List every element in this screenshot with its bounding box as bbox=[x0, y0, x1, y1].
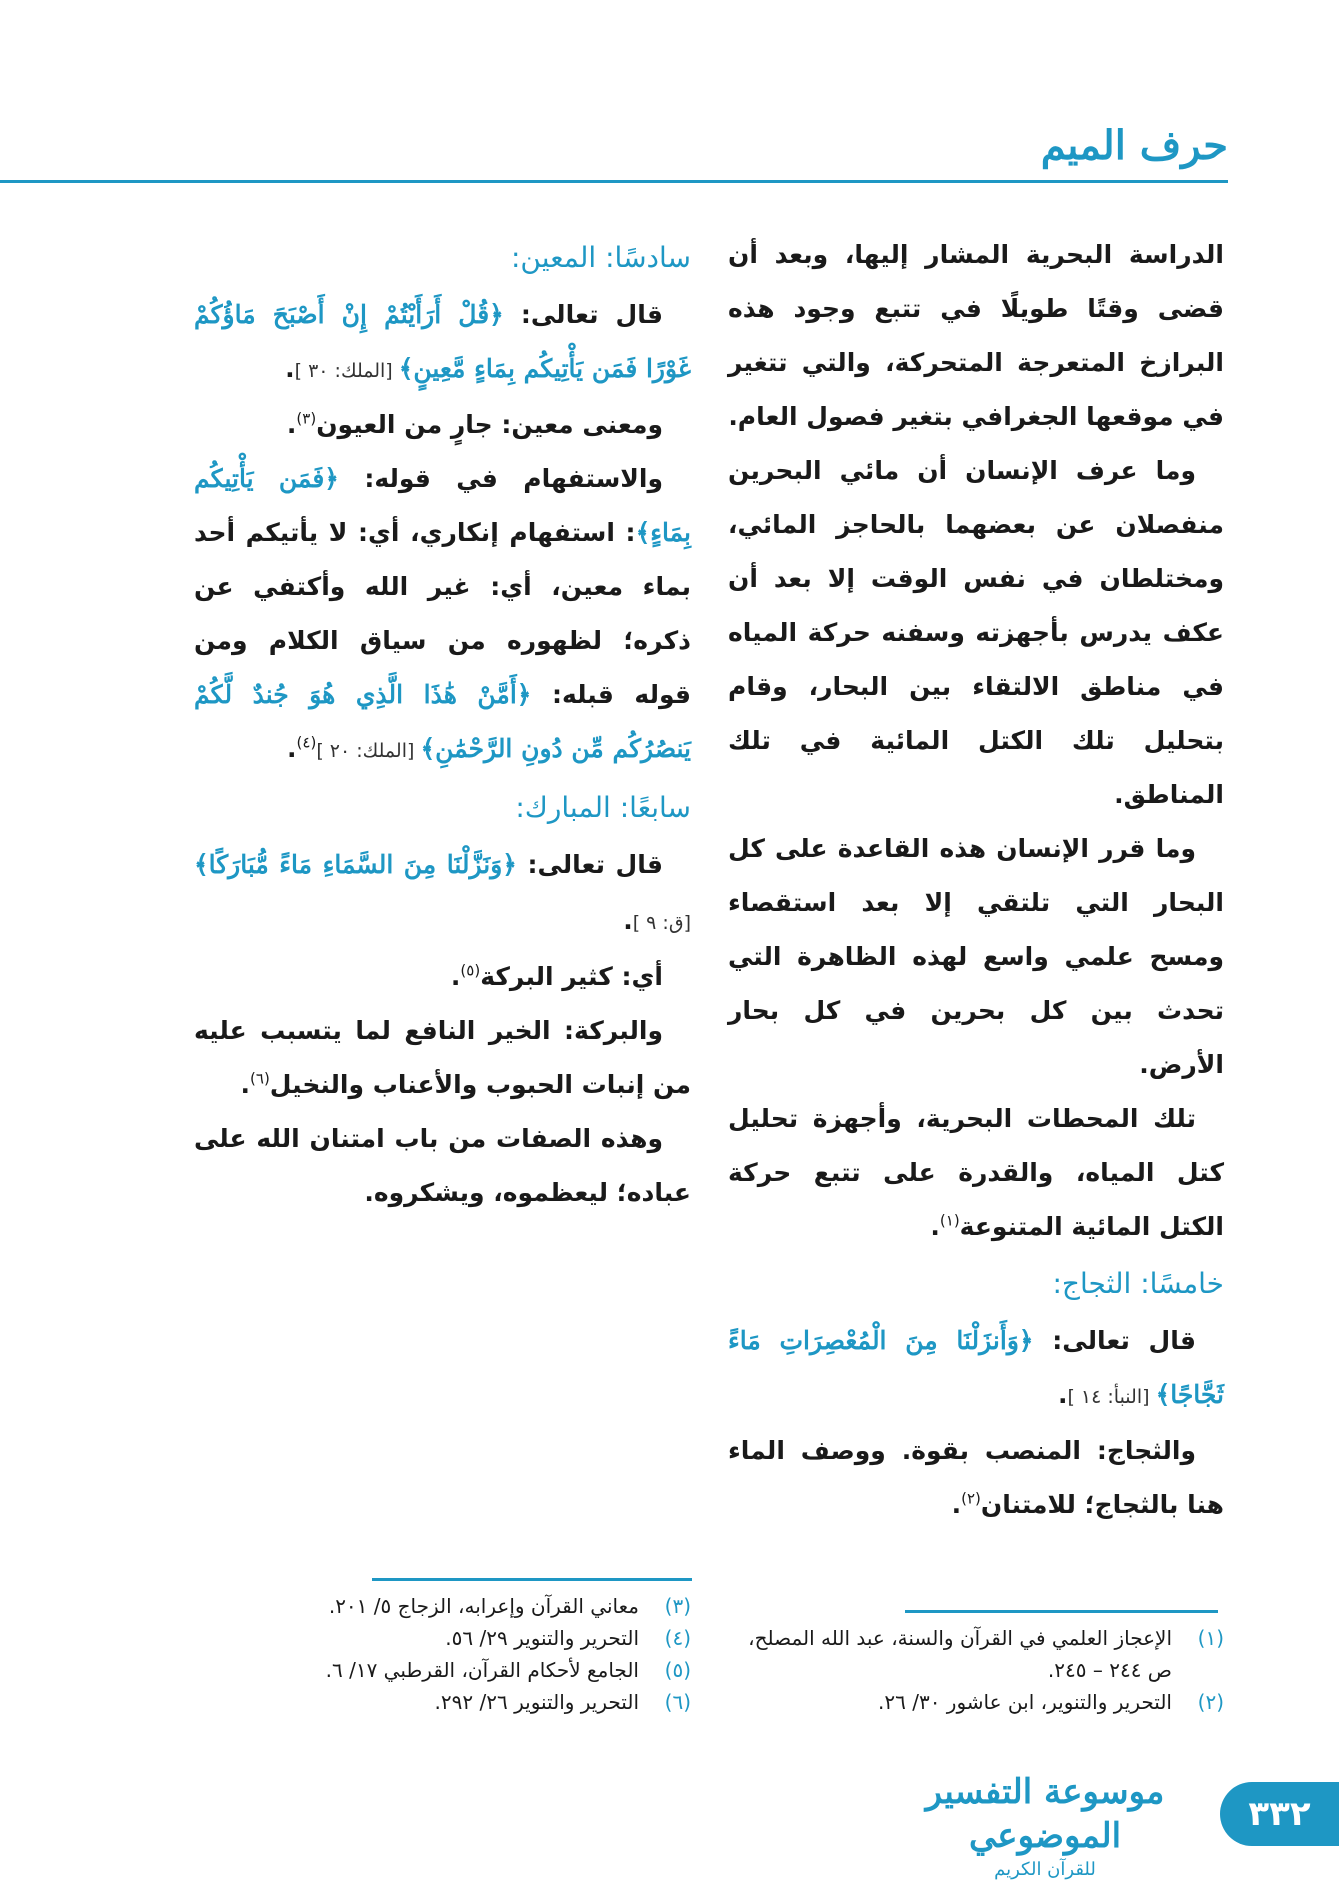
footnote bbox=[191, 1686, 691, 1718]
footnote-ref[interactable]: (٢) bbox=[961, 1489, 981, 1508]
punct: . bbox=[450, 962, 461, 991]
footnote-text: الجامع لأحكام القرآن، القرطبي ١٧/ ٦. bbox=[325, 1658, 639, 1682]
paragraph-text: قال تعالى: bbox=[503, 300, 663, 329]
paragraph bbox=[194, 1004, 691, 1112]
paragraph-text: أي: كثير البركة bbox=[480, 962, 663, 991]
footnote-number: (٢) bbox=[1197, 1690, 1224, 1714]
footnote-number: (٥) bbox=[664, 1658, 691, 1682]
paragraph: الدراسة البحرية المشار إليها، وبعد أن قضى وقتًا طويلًا في تتبع وجود هذه البرازخ المتعرجة المتحركة، والتي تتغير في موقعها الجغرافي بتغير فصول العام. bbox=[728, 240, 1224, 431]
punct: . bbox=[623, 906, 633, 935]
footnote bbox=[191, 1654, 691, 1686]
paragraph bbox=[194, 288, 691, 398]
encyclopedia-logo bbox=[900, 1770, 1190, 1880]
footnote bbox=[191, 1622, 691, 1654]
paragraph: وما قرر الإنسان هذه القاعدة على كل البحار التي تلتقي إلا بعد استقصاء ومسح علمي واسع لهذه الظاهرة التي تحدث بين كل بحرين في كل بحار الأرض. bbox=[728, 834, 1224, 1079]
paragraph-text: والبركة: الخير النافع لما يتسبب عليه من إنبات الحبوب والأعناب والنخيل bbox=[194, 1016, 691, 1099]
quran-verse: ﴿وَأَنزَلْنَا مِنَ الْمُعْصِرَاتِ مَاءً ثَجَّاجًا﴾ bbox=[728, 1326, 1224, 1409]
paragraph-text: والثجاج: المنصب بقوة. ووصف الماء هنا بالثجاج؛ للامتنان bbox=[728, 1436, 1224, 1519]
quran-verse: ﴿فَمَن يَأْتِيكُم بِمَاءٍ﴾ bbox=[194, 464, 691, 547]
footnotes-right bbox=[724, 1622, 1224, 1718]
footnote-ref[interactable]: (٥) bbox=[460, 961, 481, 980]
section-heading: خامسًا: الثجاج: bbox=[1052, 1267, 1224, 1300]
verse-reference: [الملك: ٣٠ ] bbox=[294, 360, 399, 382]
punct: . bbox=[240, 1070, 251, 1099]
footnotes-left bbox=[191, 1590, 691, 1718]
footnote bbox=[191, 1590, 691, 1622]
footnote-text: التحرير والتنوير ٢٦/ ٢٩٢. bbox=[434, 1690, 639, 1714]
left-column bbox=[194, 228, 691, 1220]
logo-subtitle: للقرآن الكريم bbox=[994, 1859, 1096, 1880]
page-number: ٣٣٢ bbox=[1220, 1782, 1339, 1846]
punct: . bbox=[930, 1212, 940, 1241]
footnote bbox=[724, 1686, 1224, 1718]
header-rule bbox=[0, 180, 1228, 183]
verse-reference: [ق: ٩ ] bbox=[632, 912, 691, 934]
paragraph-text: تلك المحطات البحرية، وأجهزة تحليل كتل المياه، والقدرة على تتبع حركة الكتل المائية المتنوعة bbox=[728, 1104, 1224, 1241]
footnote-ref[interactable]: (١) bbox=[939, 1211, 960, 1230]
footnote bbox=[724, 1622, 1224, 1686]
footnote-ref[interactable]: (٣) bbox=[296, 409, 317, 428]
quran-verse: ﴿وَنَزَّلْنَا مِنَ السَّمَاءِ مَاءً مُّبَارَكًا﴾ bbox=[194, 850, 517, 879]
paragraph: وهذه الصفات من باب امتنان الله على عباده؛ ليعظموه، ويشكروه. bbox=[194, 1124, 691, 1207]
paragraph: وما عرف الإنسان أن مائي البحرين منفصلان عن بعضهما بالحاجز المائي، ومختلطان في نفس الوقت إلا بعد أن عكف يدرس بأجهزته وسفنه حركة المياه في مناطق الالتقاء بين البحار، وقام بتحليل تلك الكتل المائية في تلك المناطق. bbox=[728, 456, 1224, 809]
footnote-ref[interactable]: (٤) bbox=[296, 733, 317, 752]
punct: . bbox=[1057, 1380, 1068, 1409]
verse-reference: [النبأ: ١٤ ] bbox=[1067, 1386, 1156, 1408]
paragraph-text: والاستفهام في قوله: bbox=[338, 464, 663, 493]
footnote-rule bbox=[372, 1578, 692, 1581]
paragraph-text: ومعنى معين: جارٍ من العيون bbox=[316, 410, 663, 439]
paragraph bbox=[194, 398, 691, 452]
footnote-number: (١) bbox=[1197, 1626, 1224, 1650]
paragraph bbox=[194, 950, 691, 1004]
section-heading: سادسًا: المعين: bbox=[511, 241, 691, 274]
paragraph bbox=[194, 838, 691, 950]
section-heading: سابعًا: المبارك: bbox=[515, 791, 691, 824]
footnote-number: (٦) bbox=[664, 1690, 691, 1714]
footnote-text: الإعجاز العلمي في القرآن والسنة، عبد الله المصلح، ص ٢٤٤ – ٢٤٥. bbox=[748, 1626, 1172, 1682]
paragraph-text: قال تعالى: bbox=[1033, 1326, 1197, 1355]
footnote-number: (٤) bbox=[664, 1626, 691, 1650]
footnote-text: التحرير والتنوير ٢٩/ ٥٦. bbox=[445, 1626, 639, 1650]
quran-verse: ﴿قُلْ أَرَأَيْتُمْ إِنْ أَصْبَحَ مَاؤُكُمْ غَوْرًا فَمَن يَأْتِيكُم بِمَاءٍ مَّعِينٍ﴾ bbox=[194, 300, 691, 383]
punct: . bbox=[285, 354, 295, 383]
paragraph-text: قال تعالى: bbox=[516, 850, 663, 879]
footnote-rule bbox=[905, 1610, 1218, 1613]
paragraph-text: : استفهام إنكاري، أي: لا يأتيكم أحد بماء معين، أي: غير الله وأكتفي عن ذكره؛ لظهوره من سياق الكلام ومن قوله قبله: bbox=[194, 518, 691, 709]
paragraph bbox=[728, 1424, 1224, 1532]
chapter-title: حرف الميم bbox=[1040, 122, 1228, 169]
footnote-text: معاني القرآن وإعرابه، الزجاج ٥/ ٢٠١. bbox=[328, 1594, 639, 1618]
running-header bbox=[0, 118, 1228, 188]
punct: . bbox=[286, 410, 297, 439]
paragraph bbox=[728, 1092, 1224, 1254]
logo-title: موسوعة التفسير الموضوعي bbox=[925, 1772, 1165, 1856]
punct: . bbox=[951, 1490, 962, 1519]
paragraph bbox=[194, 452, 691, 778]
quran-verse: ﴿أَمَّنْ هَٰذَا الَّذِي هُوَ جُندٌ لَّكُمْ يَنصُرُكُم مِّن دُونِ الرَّحْمَٰنِ﴾ bbox=[194, 680, 691, 763]
paragraph bbox=[728, 1314, 1224, 1424]
verse-reference: [الملك: ٢٠ ] bbox=[316, 740, 421, 762]
footnote-text: التحرير والتنوير، ابن عاشور ٣٠/ ٢٦. bbox=[878, 1690, 1172, 1714]
footnote-ref[interactable]: (٦) bbox=[250, 1069, 270, 1088]
footnote-number: (٣) bbox=[664, 1594, 691, 1618]
punct: . bbox=[287, 734, 297, 763]
right-column bbox=[728, 228, 1224, 1532]
